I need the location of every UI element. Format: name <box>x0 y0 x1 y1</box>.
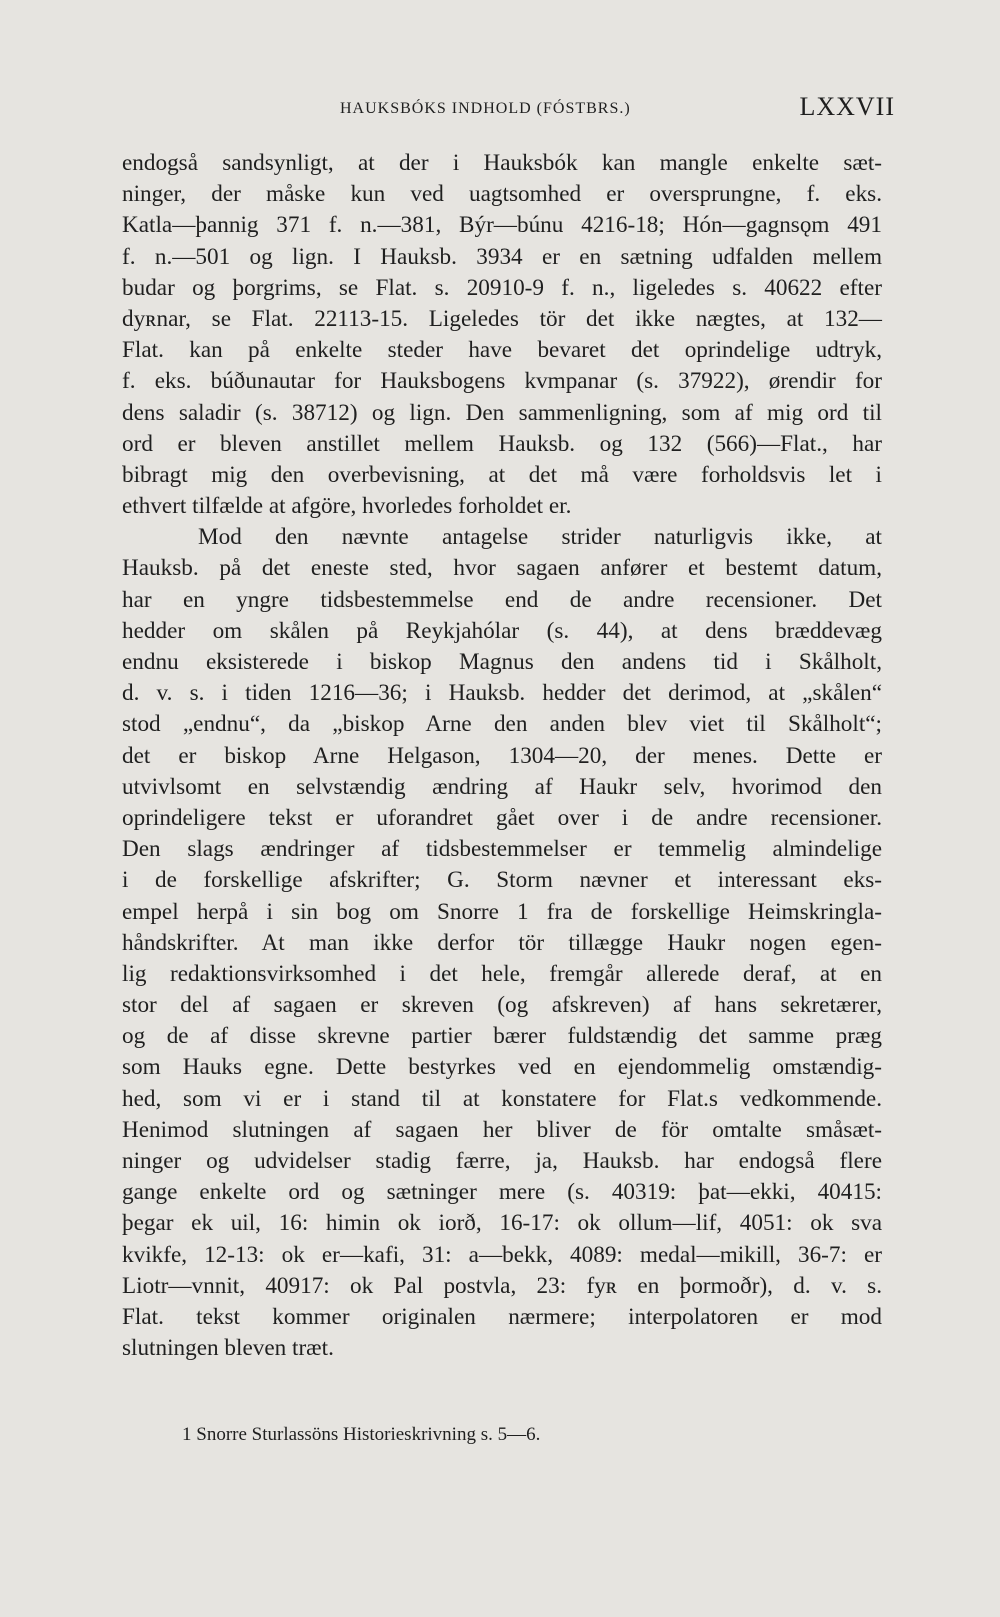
text-line: dens saladir (s. 38712) og lign. Den sammenligning, som af mig ord til <box>122 399 882 426</box>
text-line: Flat. kan på enkelte steder have bevaret det oprindelige udtryk, <box>122 337 882 364</box>
text-line: dyʀnar, se Flat. 22113-15. Ligeledes tör det ikke nægtes, at 132— <box>122 305 882 332</box>
text-line: Hauksb. på det eneste sted, hvor sagaen anfører et bestemt datum, <box>122 555 882 582</box>
text-line: f. eks. búðunautar for Hauksbogens kvmpanar (s. 37922), ørendir for <box>122 368 882 395</box>
page-header <box>120 92 895 128</box>
text-line: stor del af sagaen er skreven (og afskreven) af hans sekretærer, <box>122 992 882 1019</box>
text-line: gange enkelte ord og sætninger mere (s. 40319: þat—ekki, 40415: <box>122 1179 882 1206</box>
text-line: Henimod slutningen af sagaen her bliver de för omtalte småsæt- <box>122 1116 882 1143</box>
text-line: hed, som vi er i stand til at konstatere for Flat.s vedkommende. <box>122 1085 882 1112</box>
text-line: d. v. s. i tiden 1216—36; i Hauksb. hedder det derimod, at „skålen“ <box>122 680 882 707</box>
text-line: endogså sandsynligt, at der i Hauksbók kan mangle enkelte sæt- <box>122 150 882 176</box>
text-line: ord er bleven anstillet mellem Hauksb. og 132 (566)—Flat., har <box>122 430 882 457</box>
text-line: i de forskellige afskrifter; G. Storm nævner et interessant eks- <box>122 867 882 894</box>
text-line: Mod den nævnte antagelse strider naturligvis ikke, at <box>198 524 882 551</box>
text-line: har en yngre tidsbestemmelse end de andre recensioner. Det <box>122 586 882 613</box>
text-line: det er biskop Arne Helgason, 1304—20, der menes. Dette er <box>122 742 882 769</box>
text-line: kvikfe, 12-13: ok er—kafi, 31: a—bekk, 4089: medal—mikill, 36-7: er <box>122 1241 882 1268</box>
text-line: Liotr—vnnit, 40917: ok Pal postvla, 23: fyʀ en þormoðr), d. v. s. <box>122 1272 882 1299</box>
text-line: ninger og udvidelser stadig færre, ja, Hauksb. har endogså flere <box>122 1148 882 1174</box>
running-title: HAUKSBÓKS INDHOLD (FÓSTBRS.) <box>340 100 631 117</box>
text-line: ninger, der måske kun ved uagtsomhed er oversprungne, f. eks. <box>122 181 882 208</box>
text-line: som Hauks egne. Dette bestyrkes ved en ejendommelig omstændig- <box>122 1054 882 1081</box>
paragraph-2 <box>122 522 882 1364</box>
text-line: empel herpå i sin bog om Snorre 1 fra de forskellige Heimskringla- <box>122 898 882 925</box>
text-line: oprindeligere tekst er uforandret gået over i de andre recensioner. <box>122 804 882 831</box>
text-line: hedder om skålen på Reykjahólar (s. 44), at dens bræddevæg <box>122 617 882 644</box>
footnote: 1 Snorre Sturlassöns Historieskrivning s. 5—6. <box>182 1424 541 1445</box>
text-line: og de af disse skrevne partier bærer fuldstændig det samme præg <box>122 1023 882 1050</box>
text-line: budar og þorgrims, se Flat. s. 20910-9 f. n., ligeledes s. 40622 efter <box>122 274 882 301</box>
page-number: LXXVII <box>799 92 895 121</box>
paragraph-1 <box>122 148 882 522</box>
text-line: lig redaktionsvirksomhed i det hele, fremgår allerede deraf, at en <box>122 960 882 987</box>
text-line: f. n.—501 og lign. I Hauksb. 3934 er en sætning udfalden mellem <box>122 243 882 270</box>
text-line: ethvert tilfælde at afgöre, hvorledes forholdet er. <box>122 493 572 520</box>
text-line: stod „endnu“, da „biskop Arne den anden blev viet til Skålholt“; <box>122 711 882 738</box>
text-line: endnu eksisterede i biskop Magnus den andens tid i Skålholt, <box>122 649 882 675</box>
text-line: utvivlsomt en selvstændig ændring af Haukr selv, hvorimod den <box>122 773 882 800</box>
text-line: bibragt mig den overbevisning, at det må være forholdsvis let i <box>122 461 882 488</box>
text-line: slutningen bleven træt. <box>122 1335 334 1362</box>
body-text <box>122 148 882 1364</box>
text-line: þegar ek uil, 16: himin ok iorð, 16-17: ok ollum—lif, 4051: ok sva <box>122 1210 882 1237</box>
text-line: Katla—þannig 371 f. n.—381, Býr—búnu 4216-18; Hón—gagnsǫm 491 <box>122 212 882 239</box>
text-line: Den slags ændringer af tidsbestemmelser er temmelig almindelige <box>122 836 882 863</box>
text-line: Flat. tekst kommer originalen nærmere; interpolatoren er mod <box>122 1303 882 1330</box>
text-line: håndskrifter. At man ikke derfor tör tillægge Haukr nogen egen- <box>122 929 882 956</box>
